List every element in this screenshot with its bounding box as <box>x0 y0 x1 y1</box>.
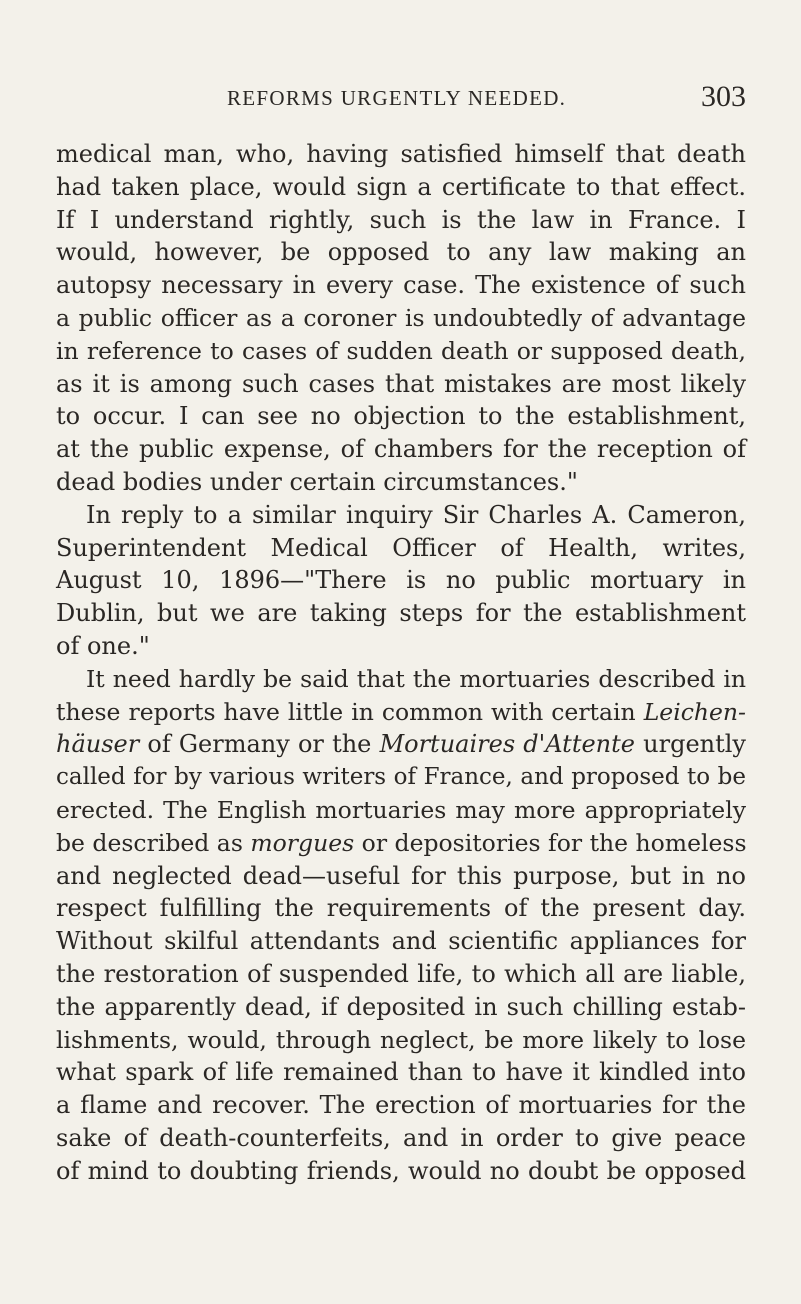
text-line <box>56 728 746 761</box>
page-number: 303 <box>701 80 746 113</box>
text-line: Without skilful attendants and scientific appliances for <box>56 927 746 956</box>
italic-term: Leichen- <box>643 697 746 726</box>
text-line: If I understand rightly, such is the law in France. I <box>56 205 746 234</box>
line-text: these reports have little in common with certain <box>56 697 636 726</box>
page-header <box>54 78 754 118</box>
text-line: would, however, be opposed to any law making an <box>56 238 746 267</box>
text-line: called for by various writers of France, and proposed to be <box>56 764 746 791</box>
text-line: a public officer as a coroner is undoubtedly of advantage <box>56 303 746 332</box>
text-line: medical man, who, having satisfied himself that death <box>56 140 746 168</box>
text-line: what spark of life remained than to have it kindled into <box>56 1058 746 1087</box>
text-line: of mind to doubting friends, would no doubt be opposed <box>56 1156 746 1185</box>
text-line: lishments, would, through neglect, be more likely to lose <box>56 1025 746 1054</box>
text-line: dead bodies under certain circumstances." <box>56 467 578 496</box>
text-line: a flame and recover. The erection of mortuaries for the <box>56 1091 746 1120</box>
italic-term: häuser <box>56 730 140 759</box>
text-line: the apparently dead, if deposited in such chilling estab- <box>56 992 746 1021</box>
line-text: of Germany or the <box>147 730 372 759</box>
italic-term: morgues <box>250 828 355 857</box>
text-line: It need hardly be said that the mortuaries described in <box>86 664 746 693</box>
text-line: Superintendent Medical Officer of Health, writes, <box>56 533 746 562</box>
italic-term: Mortuaires d'Attente <box>379 730 635 759</box>
text-line: sake of death-counterfeits, and in order to give peace <box>56 1123 746 1152</box>
text-line: as it is among such cases that mistakes are most likely <box>56 369 746 398</box>
text-line <box>56 696 746 729</box>
text-line: In reply to a similar inquiry Sir Charles A. Cameron, <box>86 500 746 529</box>
text-line: in reference to cases of sudden death or supposed death, <box>56 336 746 365</box>
text-line: at the public expense, of chambers for the reception of <box>56 435 746 464</box>
line-text: or depositories for the homeless <box>361 828 747 857</box>
text-line: the restoration of suspended life, to which all are liable, <box>56 959 746 988</box>
text-line: Dublin, but we are taking steps for the establishment <box>56 599 746 628</box>
text-line: erected. The English mortuaries may more appropriately <box>56 795 746 824</box>
text-line: and neglected dead—useful for this purpose, but in no <box>56 861 746 890</box>
text-line <box>56 827 746 860</box>
line-text: urgently <box>643 730 746 759</box>
text-line: of one." <box>56 631 150 660</box>
text-line: August 10, 1896—"There is no public mortuary in <box>56 566 746 595</box>
running-head: REFORMS URGENTLY NEEDED. <box>227 86 567 110</box>
text-line: respect fulfilling the requirements of the present day. <box>56 894 746 923</box>
body-text <box>56 138 746 1188</box>
text-line: had taken place, would sign a certificate to that effect. <box>56 172 746 201</box>
text-line: autopsy necessary in every case. The existence of such <box>56 271 746 300</box>
line-text: be described as <box>56 828 243 857</box>
text-line: to occur. I can see no objection to the establishment, <box>56 402 746 431</box>
